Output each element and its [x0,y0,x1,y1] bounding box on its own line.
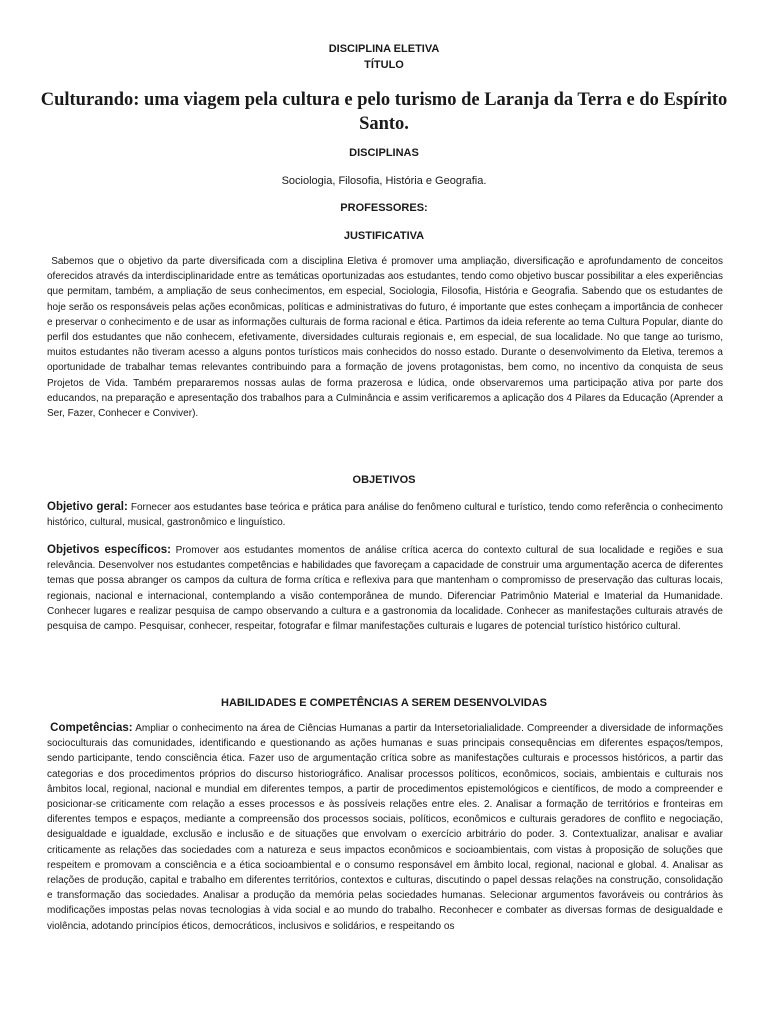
objetivo-geral [47,500,723,530]
disciplinas-heading: DISCIPLINAS [349,147,419,159]
objetivos-heading: OBJETIVOS [352,474,416,486]
document-title: Culturando: uma viagem pela cultura e pelo turismo de Laranja da Terra e do Espírito Santo. [40,90,728,134]
competencias-label: Competências: [50,722,133,734]
professores-heading: PROFESSORES: [340,202,428,214]
competencias-text: Ampliar o conhecimento na área de Ciências Humanas a partir da Intersetorialialidade. Compreender a diversidade de informações socioculturais das comunidades, identificando e questionando as ações humanas e suas principais consequências em diferentes espaços/tempos, sendo participante, tendo consciência ética. Fazer uso de argumentação crítica sobre as manifestações culturais e processos históricos, a partir das categorias e dos procedimentos próprios do discurso historiográfico. Analisar processos políticos, econômicos, sociais, ambientais e culturais nos âmbitos local, regional, nacional e mundial em diferentes tempos, a partir de procedimentos epistemológicos e científicos, de modo a compreender e posicionar-se criticamente com relação a esses processos e às possíveis relações entre eles. 2. Analisar a formação de territórios e fronteiras em diferentes tempos e espaços, mediante a compreensão dos processos sociais, políticos, econômicos e culturais geradores de conflito e negociação, desigualdade e igualdade, exclusão e inclusão e de situações que envolvam o exercício arbitrário do poder. 3. Contextualizar, analisar e avaliar criticamente as relações das sociedades com a natureza e seus impactos econômicos e socioambientais, com vistas à proposição de soluções que respeitem e promovam a consciência e a ética socioambiental e o consumo responsável em âmbito local, regional, nacional e global. 4. Analisar as relações de produção, capital e trabalho em diferentes territórios, contextos e culturas, discutindo o papel dessas relações na construção, consolidação e transformação das sociedades. Analisar a produção da memória pelas sociedades humanas. Selecionar argumentos favoráveis ou contrários às modificações impostas pelas novas tecnologias à vida social e ao mundo do trabalho. Reconhecer e combater as diversas formas de desigualdade e violência, adotando princípios éticos, democráticos, inclusivos e solidários, e respeitando os [47,723,724,932]
title-label: TÍTULO [364,59,404,71]
discipline-label: DISCIPLINA ELETIVA [328,43,440,55]
objetivos-especificos-label: Objetivos específicos: [47,544,171,556]
document-title-wrap [0,88,768,136]
objetivos-especificos-text: Promover aos estudantes momentos de análise crítica acerca do contexto cultural de sua localidade e regiões e sua relevância. Desenvolver nos estudantes competências e habilidades que favoreçam a capacidade de construir uma argumentação acerca de diferentes temas que possa abranger os campos da cultura de forma crítica e reflexiva para que mantenham o compromisso de preservação das culturas locais, regionais, nacional e internacional, contemplando a visão contemporânea de mundo. Diferenciar Patrimônio Material e Imaterial da Humanidade. Conhecer lugares e realizar pesquisa de campo observando a cultura e a gastronomia da localidade. Conhecer as manifestações culturais através de pesquisa de campo. Pesquisar, conhecer, respeitar, fotografar e filmar manifestações culturais e lugares de potencial turístico histórico cultural. [47,545,724,633]
objetivo-geral-label: Objetivo geral: [47,501,128,513]
justificativa-text [47,254,723,421]
disciplinas-text: Sociologia, Filosofia, História e Geografia. [281,175,487,187]
habilidades-heading: HABILIDADES E COMPETÊNCIAS A SEREM DESENVOLVIDAS [221,697,547,709]
justificativa-body: Sabemos que o objetivo da parte diversificada com a disciplina Eletiva é promover uma ampliação, diversificação e aprofundamento de conceitos oferecidos através da interdisciplinaridade entre as temáticas oportunizadas aos estudantes, tendo como objetivo buscar possibilitar a eles experiências que permitam, também, a ampliação de seus conhecimentos, em especial, Sociologia, Filosofia, História e Geografia. Sabendo que os estudantes de hoje serão os responsáveis pelas ações econômicas, políticas e administrativas do futuro, é importante que estes conheçam a importância de conhecer e preservar o conhecimento e de usar as informações culturais de forma racional e ética. Partimos da ideia referente ao tema Cultura Popular, diante do perfil dos estudantes que não conhecem, efetivamente, diversidades culturais regionais e, em especial, de sua localidade. No que tange ao turismo, muitos estudantes não tiveram acesso a alguns pontos turísticos mais conhecidos do nosso estado. Durante o desenvolvimento da Eletiva, teremos a oportunidade de trabalhar temas relevantes contribuindo para a formação de jovens protagonistas, bem como, no incentivo da conquista de seus Projetos de Vida. Também prepararemos nossas aulas de forma prazerosa e lúdica, onde observaremos uma participação ativa por parte dos educandos, na preparação e apresentação dos trabalhos para a Culminância e assim verificaremos a aplicação dos 4 Pilares da Educação (Aprender a Ser, Fazer, Conhecer e Conviver). [47,256,723,420]
justificativa-heading: JUSTIFICATIVA [343,230,425,242]
objetivo-geral-text: Fornecer aos estudantes base teórica e prática para análise do fenômeno cultural e turístico, tendo como referência o conhecimento histórico, cultural, musical, gastronômico e linguístico. [47,502,723,529]
objetivos-especificos [47,543,723,634]
competencias [47,721,723,934]
